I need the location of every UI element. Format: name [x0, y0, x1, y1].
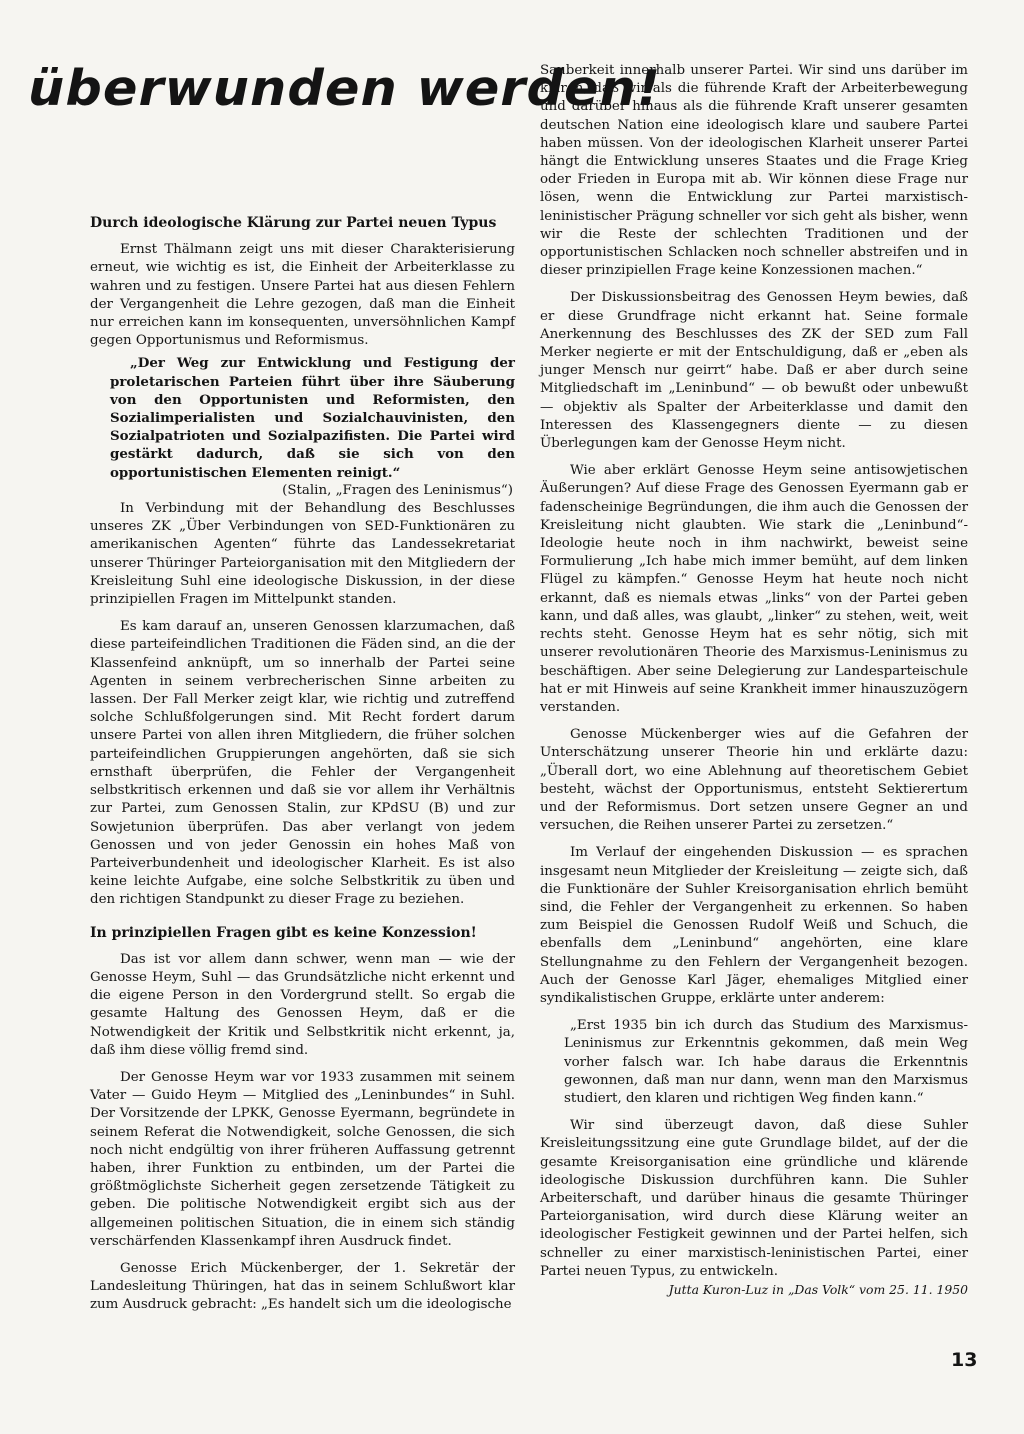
paragraph: Genosse Erich Mückenberger, der 1. Sekretär der Landesleitung Thüringen, hat das in seinem Schlußwort klar zum Ausdruck gebracht: „Es handelt sich um die ideologische — [90, 1260, 515, 1313]
right-column — [540, 62, 968, 1299]
page-number: 13 — [951, 1349, 978, 1371]
paragraph: Wie aber erklärt Genosse Heym seine antisowjetischen Äußerungen? Auf diese Frage des Genossen Eyermann gab er fadenscheinige Begründungen, die ihm auch die Genossen der Kreisleitung nicht glaubten. Wie stark die „Leninbund“-Ideologie heute noch in ihm nachwirkt, beweist seine Formulierung „Ich habe mich immer bemüht, auf dem linken Flügel zu kämpfen.“ Genosse Heym hat heute noch nicht erkannt, daß es niemals etwas „links“ von der Partei geben kann, und daß alles, was glaubt, „linker“ zu stehen, weit, weit rechts steht. Genosse Heym hat es sehr nötig, sich mit unserer revolutionären Theorie des Marxismus-Leninismus zu beschäftigen. Aber seine Delegierung zur Landesparteischule hat er mit Hinweis auf seine Krankheit immer hinauszuzögern verstanden. — [540, 463, 968, 715]
paragraph: In Verbindung mit der Behandlung des Beschlusses unseres ZK „Über Verbindungen von SED-Funktionären zu amerikanischen Agenten“ führte das Landessekretariat unserer Thüringer Parteiorganisation mit den Mitgliedern der Kreisleitung Suhl eine ideologische Diskussion, in der diese prinzipiellen Fragen im Mittelpunkt standen. — [90, 501, 515, 608]
article-source: Jutta Kuron-Luz in „Das Volk“ vom 25. 11. 1950 — [668, 1282, 968, 1297]
section-heading-ideological-clarification: Durch ideologische Klärung zur Partei neuen Typus — [90, 215, 497, 231]
paragraph: Es kam darauf an, unseren Genossen klarzumachen, daß diese parteifeindlichen Traditionen die Fäden sind, an die der Klassenfeind anknüpft, um so innerhalb der Partei seine Agenten in seinem verbrecherischen Sinne arbeiten zu lassen. Der Fall Merker zeigt klar, wie richtig und zutreffend solche Schlußfolgerungen sind. Mit Recht fordert darum unsere Partei von allen ihren Mitgliedern, die früher solchen parteifeindlichen Gruppierungen angehörten, daß sie sich ernsthaft überprüfen, die Fehler der Vergangenheit selbstkritisch erkennen und daß sie vor allem ihr Verhältnis zur Partei, zum Genossen Stalin, zur KPdSU (B) und zur Sowjetunion überprüfen. Das aber verlangt von jedem Genossen und von jeder Genossin ein hohes Maß von Parteiverbundenheit und ideologischer Klarheit. Es ist also keine leichte Aufgabe, eine solche Selbstkritik zu üben und den richtigen Standpunkt zu dieser Frage zu beziehen. — [90, 619, 515, 908]
paragraph: Im Verlauf der eingehenden Diskussion — es sprachen insgesamt neun Mitglieder der Kreisleitung — zeigte sich, daß die Funktionäre der Suhler Kreisorganisation ehrlich bemüht sind, die Fehler der Vergangenheit zu erkennen. So haben zum Beispiel die Genossen Rudolf Weiß und Schuch, die ebenfalls dem „Leninbund“ angehörten, eine klare Stellungnahme zu den Fehlern der Vergangenheit bezogen. Auch der Genosse Karl Jäger, ehemaliges Mitglied einer syndikalistischen Gruppe, erklärte unter anderem: — [540, 845, 968, 1006]
paragraph: Der Genosse Heym war vor 1933 zusammen mit seinem Vater — Guido Heym — Mitglied des „Leninbundes“ in Suhl. Der Vorsitzende der LPKK, Genosse Eyermann, begründete in seinem Referat die Notwendigkeit, solche Genossen, die sich noch nicht endgültig von ihrer früheren Auffassung getrennt haben, ihrer Funktion zu entbinden, um der Partei die größtmöglichste Sicherheit gegen zersetzende Tätigkeit zu geben. Die politische Notwendigkeit ergibt sich aus der allgemeinen politischen Situation, die in einem sich ständig verschärfenden Klassenkampf ihren Ausdruck findet. — [90, 1069, 515, 1249]
section-heading-no-concession: In prinzipiellen Fragen gibt es keine Konzession! — [90, 924, 477, 941]
paragraph: Das ist vor allem dann schwer, wenn man — wie der Genosse Heym, Suhl — das Grundsätzliche nicht erkennt und die eigene Person in den Vordergrund stellt. So ergab die gesamte Haltung des Genossen Heym, daß er die Notwendigkeit der Kritik und Selbstkritik nicht erkennt, ja, daß ihm diese völlig fremd sind. — [90, 951, 515, 1058]
paragraph: Ernst Thälmann zeigt uns mit dieser Charakterisierung erneut, wie wichtig es ist, die Einheit der Arbeiterklasse zu wahren und zu festigen. Unsere Partei hat aus diesen Fehlern der Vergangenheit die Lehre gezogen, daß man die Einheit nur erreichen kann im konsequenten, unversöhnlichen Kampf gegen Opportunismus und Reformismus. — [90, 242, 515, 349]
quote-citation: (Stalin, „Fragen des Leninismus“) — [282, 482, 513, 498]
stalin-quote: „Der Weg zur Entwicklung und Festigung der proletarischen Parteien führt über ihre Säuberung von den Opportunisten und Reformisten, den Sozialimperialisten und Sozialchauvinisten, den Sozialpatrioten und Sozialpazifisten. Die Partei wird gestärkt dadurch, daß sie sich von den opportunistischen Elementen reinigt.“ — [110, 355, 515, 481]
jaeger-quote: „Erst 1935 bin ich durch das Studium des Marxismus-Leninismus zur Erkenntnis gekommen, daß mein Weg vorher falsch war. Ich habe daraus die Erkenntnis gewonnen, daß man nur dann, wenn man den Marxismus studiert, den klaren und richtigen Weg finden kann.“ — [564, 1018, 968, 1106]
paragraph: Der Diskussionsbeitrag des Genossen Heym bewies, daß er diese Grundfrage nicht erkannt hat. Seine formale Anerkennung des Beschlusses des ZK der SED zum Fall Merker negierte er mit der Entschuldigung, daß er „eben als junger Mensch nur geirrt“ habe. Daß er aber durch seine Mitgliedschaft im „Leninbund“ — ob bewußt oder unbewußt — objektiv als Spalter der Arbeiterklasse und damit den Interessen des Klassengegners diente — zu diesen Überlegungen kam der Genosse Heym nicht. — [540, 290, 968, 452]
headline: überwunden werden! — [28, 60, 662, 117]
paragraph: Genosse Mückenberger wies auf die Gefahren der Unterschätzung unserer Theorie hin und erklärte dazu: „Überall dort, wo eine Ablehnung auf theoretischem Gebiet besteht, wächst der Opportunismus, entsteht Sektierertum und der Reformismus. Dort setzen unsere Gegner an und versuchen, die Reihen unserer Partei zu zersetzen.“ — [540, 727, 968, 834]
paragraph: Sauberkeit innerhalb unserer Partei. Wir sind uns darüber im klaren, daß wir als die führende Kraft der Arbeiterbewegung und darüber hinaus als die führende Kraft unserer gesamten deutschen Nation eine ideologisch klare und saubere Partei haben müssen. Von der ideologischen Klarheit unserer Partei hängt die Entwicklung unseres Staates und die Frage Krieg oder Frieden in Europa mit ab. Wir können diese Frage nur lösen, wenn die Entwicklung zur Partei marxistisch-leninistischer Prägung schneller vor sich geht als bisher, wenn wir die Reste der schlechten Traditionen und der opportunistischen Schlacken noch schneller abstreifen und in dieser prinzipiellen Frage keine Konzessionen machen.“ — [540, 63, 968, 279]
left-column — [90, 214, 515, 1315]
paragraph: Wir sind überzeugt davon, daß diese Suhler Kreisleitungssitzung eine gute Grundlage bildet, auf der die gesamte Kreisorganisation eine gründliche und klärende ideologische Diskussion durchführen kann. Die Suhler Arbeiterschaft, und darüber hinaus die gesamte Thüringer Parteiorganisation, wird durch diese Klärung weiter an ideologischer Festigkeit gewinnen und der Partei helfen, sich schneller zu einer marxistisch-leninistischen Partei, einer Partei neuen Typus, zu entwickeln. — [540, 1118, 968, 1279]
